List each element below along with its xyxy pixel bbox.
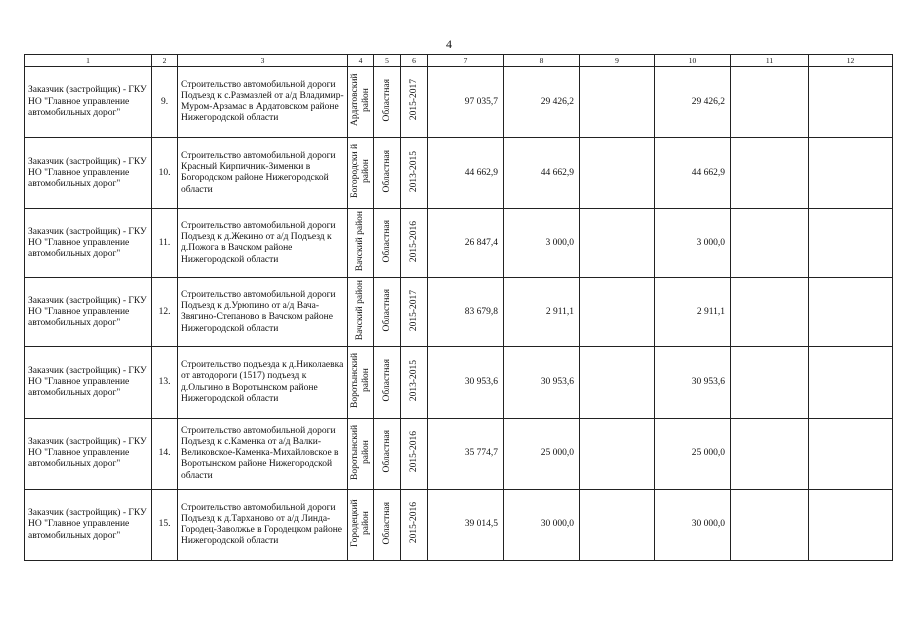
amount-col8-cell: 44 662,9 [504, 138, 580, 209]
project-description-cell: Строительство автомобильной дороги Красный Кирпичник-Зименки в Богородском районе Нижегородской области [178, 138, 348, 209]
period-label: 2015-2016 [408, 220, 419, 262]
amount-col12-cell [809, 278, 893, 347]
district-label: Ардатовский район [349, 73, 371, 127]
period-label: 2015-2016 [408, 431, 419, 473]
amount-col11-cell [731, 209, 809, 278]
column-header: 11 [731, 55, 809, 67]
period-cell [401, 278, 428, 347]
total-cost-cell: 30 953,6 [428, 347, 504, 418]
district-cell [348, 138, 374, 209]
customer-cell: Заказчик (застройщик) - ГКУ НО "Главное управление автомобильных дорог" [25, 489, 152, 560]
amount-col11-cell [731, 67, 809, 138]
amount-col12-cell [809, 489, 893, 560]
period-label: 2015-2016 [408, 502, 419, 544]
level-label: Областная [381, 149, 392, 193]
table-row [25, 209, 893, 278]
amount-col9-cell [580, 67, 655, 138]
district-label: Воротынский район [349, 352, 371, 408]
level-label: Областная [381, 78, 392, 122]
amount-col10-cell: 30 000,0 [655, 489, 731, 560]
table-row [25, 138, 893, 209]
project-description-cell: Строительство автомобильной дороги Подъезд к д.Урюпино от а/д Вача-Звягино-Степаново в Вачском районе Нижегородской области [178, 278, 348, 347]
column-header: 8 [504, 55, 580, 67]
amount-col11-cell [731, 138, 809, 209]
level-cell [374, 138, 401, 209]
column-header: 2 [152, 55, 178, 67]
customer-cell: Заказчик (застройщик) - ГКУ НО "Главное управление автомобильных дорог" [25, 347, 152, 418]
amount-col12-cell [809, 67, 893, 138]
column-header: 6 [401, 55, 428, 67]
amount-col12-cell [809, 347, 893, 418]
period-label: 2015-2017 [408, 289, 419, 331]
project-description-cell: Строительство автомобильной дороги Подъезд к с.Размазлей от а/д Владимир-Муром-Арзамас в Ардатовском районе Нижегородской области [178, 67, 348, 138]
level-cell [374, 347, 401, 418]
row-number-cell: 9. [152, 67, 178, 138]
total-cost-cell: 83 679,8 [428, 278, 504, 347]
investment-program-table [24, 54, 893, 561]
table-row [25, 418, 893, 489]
table-row [25, 67, 893, 138]
level-cell [374, 209, 401, 278]
table-row [25, 278, 893, 347]
amount-col12-cell [809, 418, 893, 489]
amount-col12-cell [809, 138, 893, 209]
project-description-cell: Строительство автомобильной дороги Подъезд к с.Каменка от а/д Валки-Великовское-Каменка-Михайловское в Воротынском районе Нижегородской области [178, 418, 348, 489]
customer-cell: Заказчик (застройщик) - ГКУ НО "Главное управление автомобильных дорог" [25, 138, 152, 209]
column-header: 9 [580, 55, 655, 67]
customer-cell: Заказчик (застройщик) - ГКУ НО "Главное управление автомобильных дорог" [25, 209, 152, 278]
amount-col10-cell: 3 000,0 [655, 209, 731, 278]
table-row [25, 489, 893, 560]
period-cell [401, 418, 428, 489]
amount-col10-cell: 44 662,9 [655, 138, 731, 209]
customer-cell: Заказчик (застройщик) - ГКУ НО "Главное управление автомобильных дорог" [25, 418, 152, 489]
amount-col9-cell [580, 278, 655, 347]
district-cell [348, 489, 374, 560]
amount-col11-cell [731, 347, 809, 418]
level-cell [374, 489, 401, 560]
total-cost-cell: 35 774,7 [428, 418, 504, 489]
column-header: 3 [178, 55, 348, 67]
amount-col11-cell [731, 489, 809, 560]
total-cost-cell: 44 662,9 [428, 138, 504, 209]
level-label: Областная [381, 430, 392, 473]
district-cell [348, 347, 374, 418]
district-label: Вачский район [355, 280, 366, 341]
row-number-cell: 12. [152, 278, 178, 347]
amount-col11-cell [731, 418, 809, 489]
period-cell [401, 489, 428, 560]
period-label: 2013-2015 [408, 359, 419, 401]
district-label: Богородски й район [349, 144, 371, 199]
level-cell [374, 67, 401, 138]
amount-col8-cell: 3 000,0 [504, 209, 580, 278]
table-row [25, 347, 893, 418]
period-cell [401, 138, 428, 209]
project-description-cell: Строительство автомобильной дороги Подъезд к д.Тарханово от а/д Линда-Городец-Заволжье в Городецком районе Нижегородской области [178, 489, 348, 560]
amount-col8-cell: 29 426,2 [504, 67, 580, 138]
district-cell [348, 209, 374, 278]
total-cost-cell: 26 847,4 [428, 209, 504, 278]
amount-col9-cell [580, 138, 655, 209]
amount-col9-cell [580, 209, 655, 278]
amount-col12-cell [809, 209, 893, 278]
amount-col9-cell [580, 418, 655, 489]
district-label: Вачский район [355, 211, 366, 272]
amount-col8-cell: 25 000,0 [504, 418, 580, 489]
amount-col8-cell: 2 911,1 [504, 278, 580, 347]
customer-cell: Заказчик (застройщик) - ГКУ НО "Главное управление автомобильных дорог" [25, 278, 152, 347]
row-number-cell: 14. [152, 418, 178, 489]
amount-col9-cell [580, 489, 655, 560]
column-header: 4 [348, 55, 374, 67]
customer-cell: Заказчик (застройщик) - ГКУ НО "Главное управление автомобильных дорог" [25, 67, 152, 138]
total-cost-cell: 39 014,5 [428, 489, 504, 560]
period-label: 2013-2015 [408, 150, 419, 192]
amount-col10-cell: 29 426,2 [655, 67, 731, 138]
row-number-cell: 15. [152, 489, 178, 560]
amount-col8-cell: 30 953,6 [504, 347, 580, 418]
district-cell [348, 418, 374, 489]
level-label: Областная [381, 289, 392, 332]
column-header: 10 [655, 55, 731, 67]
column-header: 5 [374, 55, 401, 67]
period-cell [401, 67, 428, 138]
level-label: Областная [381, 501, 392, 545]
project-description-cell: Строительство подъезда к д.Николаевка от автодороги (1517) подъезд к д.Ольгино в Воротынском районе Нижегородской области [178, 347, 348, 418]
amount-col10-cell: 2 911,1 [655, 278, 731, 347]
column-header: 7 [428, 55, 504, 67]
column-header: 12 [809, 55, 893, 67]
level-cell [374, 278, 401, 347]
period-cell [401, 347, 428, 418]
district-label: Воротынский район [349, 424, 371, 480]
amount-col10-cell: 30 953,6 [655, 347, 731, 418]
district-cell [348, 67, 374, 138]
level-label: Областная [381, 220, 392, 263]
row-number-cell: 11. [152, 209, 178, 278]
amount-col11-cell [731, 278, 809, 347]
period-label: 2015-2017 [408, 79, 419, 121]
project-description-cell: Строительство автомобильной дороги Подъезд к д.Жекино от а/д Подъезд к д.Пожога в Вачском районе Нижегородской области [178, 209, 348, 278]
column-header: 1 [25, 55, 152, 67]
amount-col10-cell: 25 000,0 [655, 418, 731, 489]
period-cell [401, 209, 428, 278]
total-cost-cell: 97 035,7 [428, 67, 504, 138]
district-label: Городецкий район [349, 499, 371, 547]
district-cell [348, 278, 374, 347]
amount-col9-cell [580, 347, 655, 418]
amount-col8-cell: 30 000,0 [504, 489, 580, 560]
row-number-cell: 10. [152, 138, 178, 209]
row-number-cell: 13. [152, 347, 178, 418]
column-number-header-row [25, 55, 893, 67]
level-cell [374, 418, 401, 489]
page-number: 4 [446, 37, 452, 51]
level-label: Областная [381, 359, 392, 402]
